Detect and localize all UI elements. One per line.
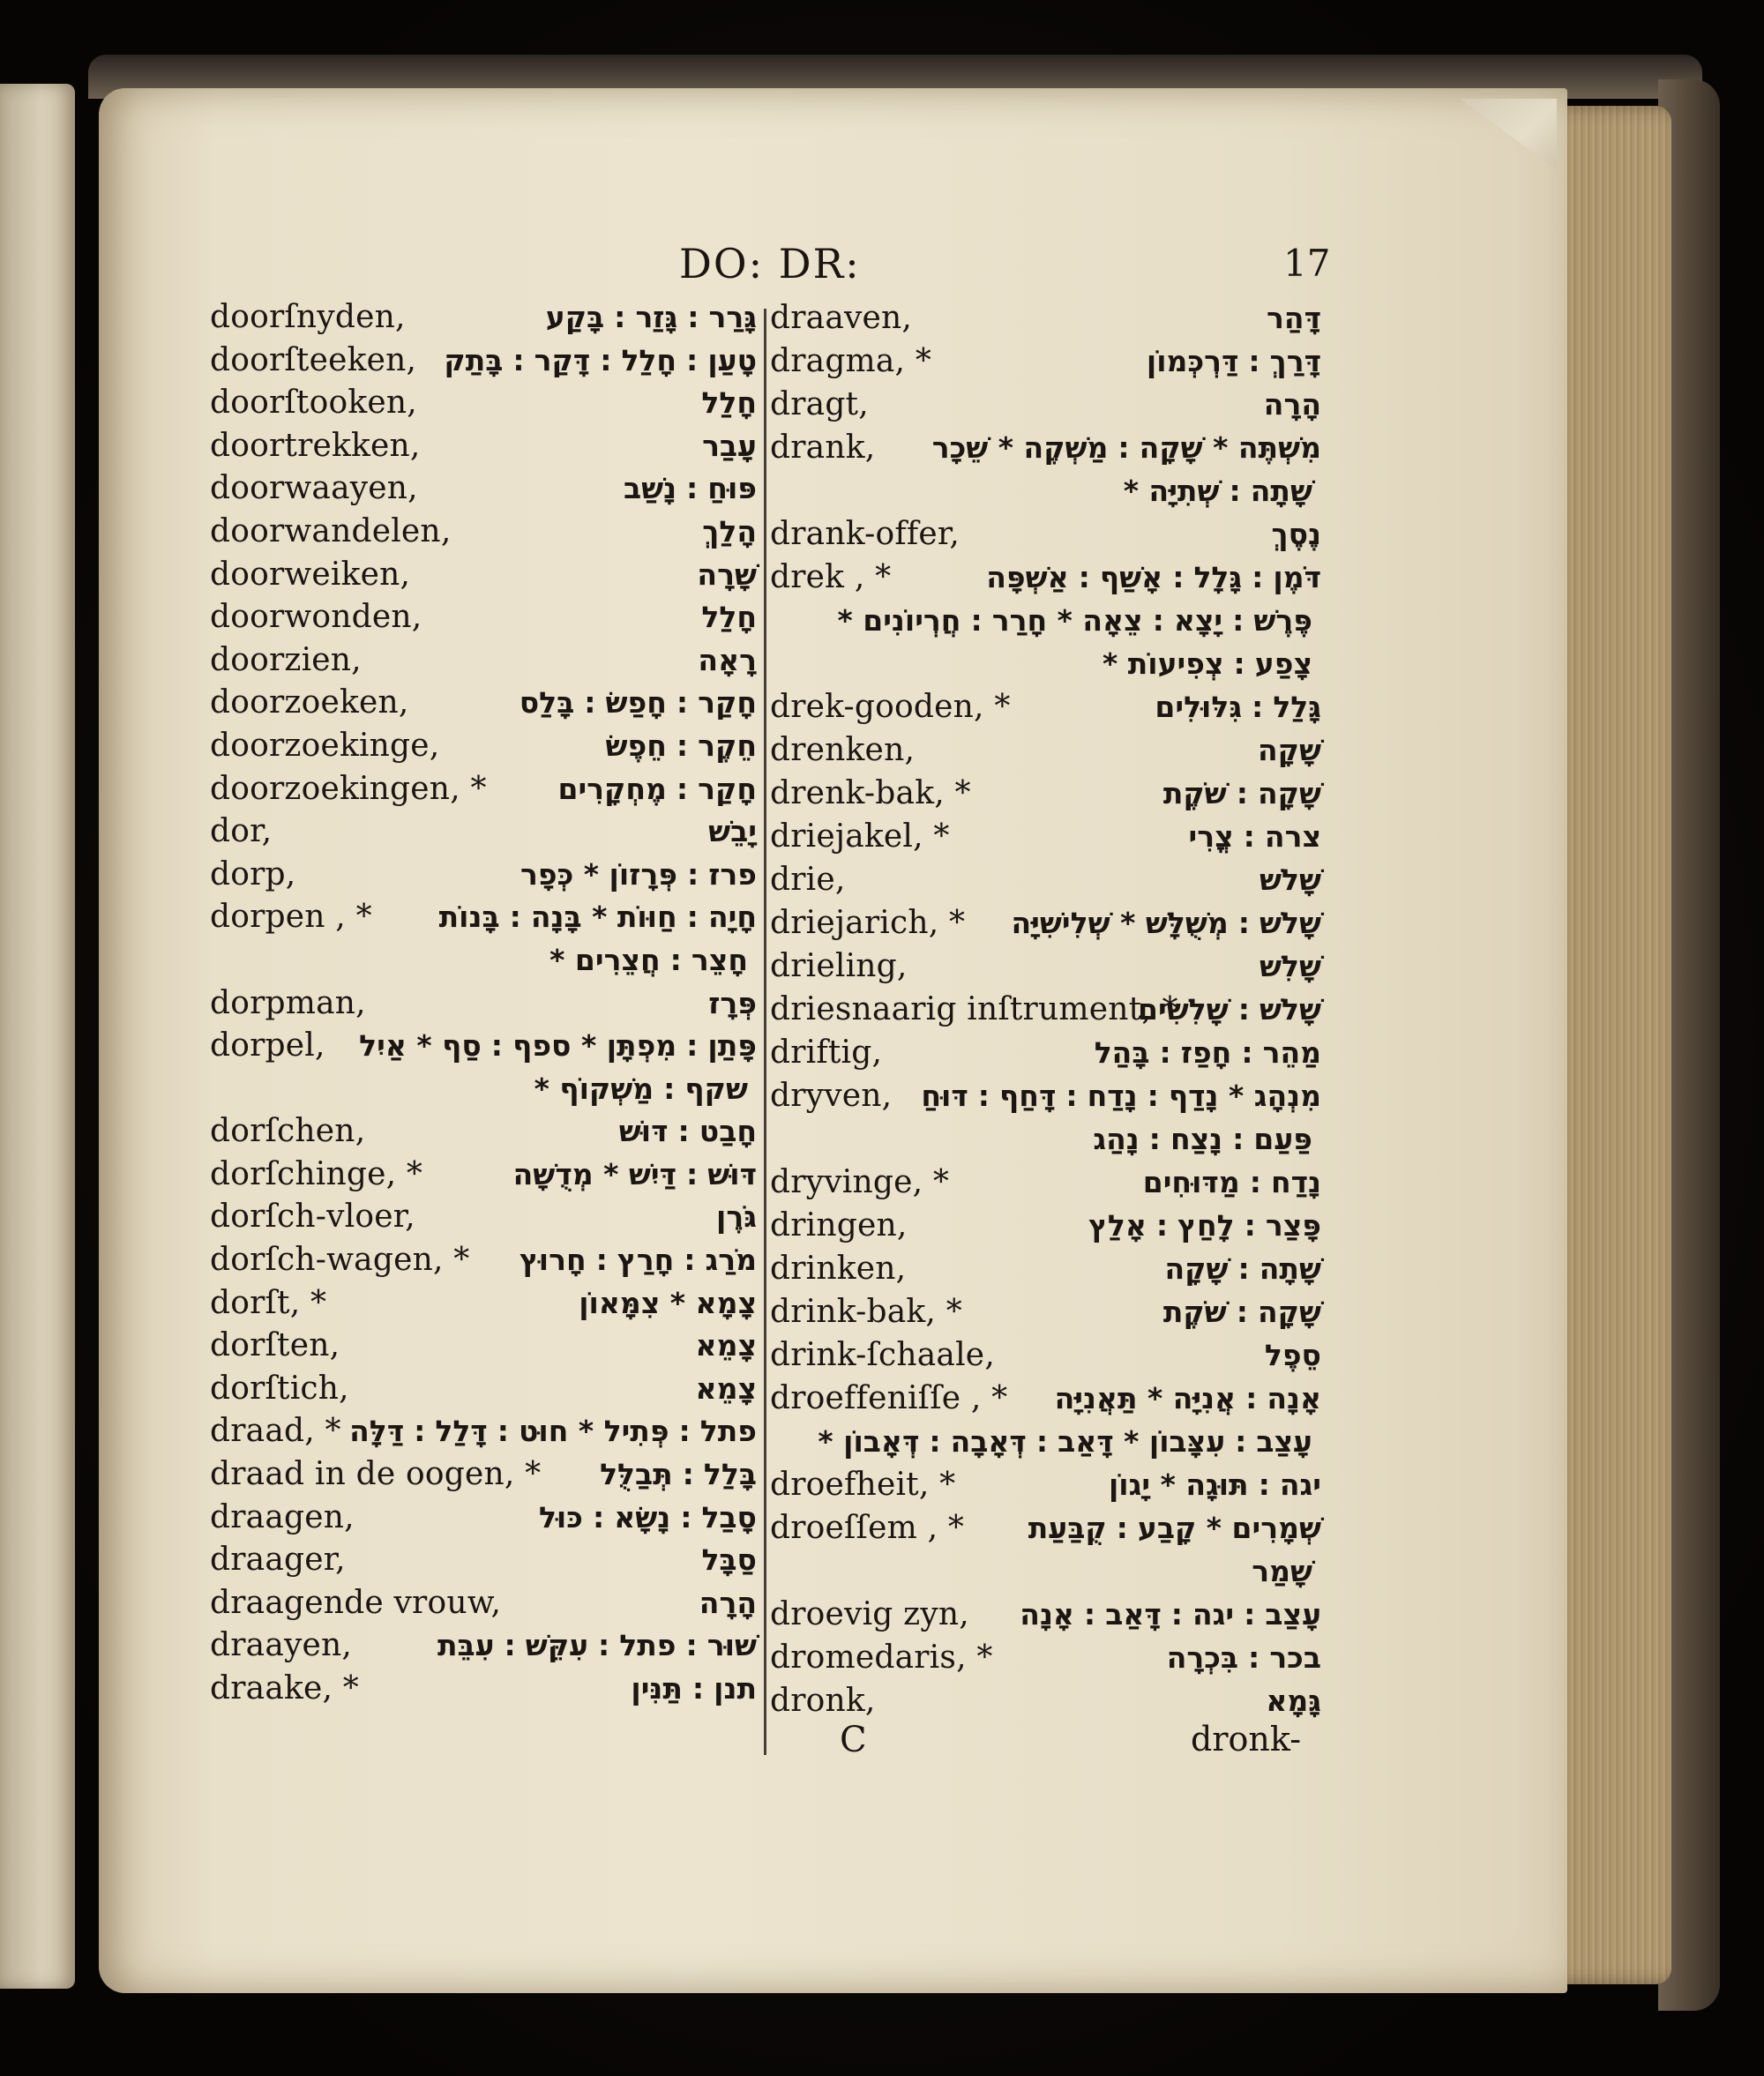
entry-hebrew: רָאָה — [698, 642, 757, 677]
right-column — [770, 296, 1321, 1722]
entry-hebrew: שָׁקָה ׃ שֹׁקֶת — [1162, 1295, 1321, 1329]
dictionary-entry — [770, 383, 1321, 426]
dictionary-entry — [210, 1239, 757, 1282]
entry-hebrew: עָצַב ׃ עִצָּבוֹן * דָּאַב ׃ דְּאָבָה ׃ דְּאָבוֹן * — [818, 1424, 1312, 1459]
entry-headword: doorzoeken, — [210, 684, 409, 721]
entry-headword: draaven, — [770, 300, 913, 336]
entry-headword: drank-offer, — [770, 516, 960, 552]
entry-headword: drink-ſchaale, — [770, 1337, 995, 1373]
dictionary-entry — [770, 1333, 1321, 1377]
dictionary-entry — [210, 982, 757, 1026]
entry-headword: drek , * — [770, 559, 892, 595]
entry-hebrew: שָׁקָה — [1258, 733, 1321, 767]
entry-hebrew: הָרָה — [699, 1585, 757, 1620]
entry-headword: dorpman, — [210, 984, 366, 1021]
dictionary-entry — [210, 296, 757, 340]
dictionary-entry — [210, 1410, 757, 1453]
dictionary-entry — [210, 1282, 757, 1326]
entry-headword: dorſchinge, * — [210, 1155, 423, 1192]
entry-hebrew: נָדַח ׃ מַדּוּחִים — [1142, 1165, 1321, 1199]
dictionary-entry — [770, 1506, 1321, 1550]
dictionary-entry — [210, 467, 757, 511]
entry-hebrew: שׁוּר ׃ פתל ׃ עִקֵּשׁ ׃ עִבֵּת — [437, 1628, 757, 1663]
entry-headword: dorſch-vloer, — [210, 1199, 415, 1236]
entry-hebrew: חָיָה ׃ חַוּוֹת * בָּנָה ׃ בָּנוֹת — [438, 900, 757, 935]
entry-hebrew: אָנָה ׃ אֲנִיָּה * תַּאֲנִיָּה — [1054, 1381, 1321, 1415]
entry-hebrew: הָלַךְ — [702, 513, 757, 549]
dictionary-entry — [770, 1593, 1321, 1636]
dictionary-entry — [770, 599, 1321, 642]
dictionary-entry — [210, 939, 757, 982]
column-divider — [764, 309, 766, 1755]
dictionary-entry — [770, 556, 1321, 599]
dictionary-entry — [770, 1636, 1321, 1679]
entry-hebrew: נֶסֶךְ — [1271, 517, 1321, 551]
dictionary-entry — [770, 1679, 1321, 1722]
entry-headword: driejarich, * — [770, 905, 966, 941]
entry-headword: draad in de oogen, * — [210, 1456, 542, 1493]
entry-headword: draagende vrouw, — [210, 1584, 502, 1621]
dictionary-entry — [210, 340, 757, 383]
entry-hebrew: יגה ׃ תּוּגָה * יָגוֹן — [1108, 1467, 1321, 1502]
entry-hebrew: צָמָא * צִמָּאוֹן — [579, 1285, 757, 1320]
entry-hebrew: צרה ׃ צֳרִי — [1188, 819, 1321, 854]
dictionary-entry — [770, 296, 1321, 340]
entry-headword: dor, — [210, 813, 273, 850]
signature-mark: C — [840, 1720, 867, 1760]
entry-headword: doorweiken, — [210, 556, 411, 593]
dictionary-entry — [770, 815, 1321, 858]
header-title: DO: DR: — [679, 240, 861, 288]
entry-headword: draayen, — [210, 1627, 353, 1664]
entry-headword: dragma, * — [770, 343, 932, 379]
entry-hebrew: שָׁתָה ׃ שְׁתִיָּה * — [1123, 474, 1312, 508]
entry-headword: dorp, — [210, 855, 296, 892]
entry-headword: dromedaris, * — [770, 1639, 993, 1676]
entry-headword: doortrekken, — [210, 427, 421, 464]
dictionary-entry — [770, 469, 1321, 512]
entry-headword: dronk, — [770, 1683, 876, 1719]
entry-hebrew: שָׁלֹשׁ ׃ שָׁלִשִׁים — [1138, 992, 1321, 1027]
entry-hebrew: בכר ׃ בִּכְרָה — [1166, 1640, 1321, 1675]
entry-hebrew: חֵקֶר ׃ חֵפֶשׂ — [605, 728, 757, 763]
entry-headword: doorzoekinge, — [210, 727, 440, 764]
dictionary-entry — [770, 1117, 1321, 1161]
entry-hebrew: שָׁלִשׁ — [1259, 949, 1321, 983]
dictionary-entry — [770, 1290, 1321, 1333]
dictionary-entry — [210, 1068, 757, 1111]
dictionary-entry — [770, 901, 1321, 945]
entry-hebrew: שָׁלֹשׁ ׃ מְשֻׁלָּשׁ * שְׁלִישִׁיָּה — [1011, 906, 1321, 940]
entry-headword: draagen, — [210, 1498, 355, 1535]
entry-hebrew: מִשְׁתֶּה * שָׁקָה ׃ מַשְׁקֶה * שֵׁכָר — [931, 430, 1321, 465]
entry-hebrew: פּוּחַ ׃ נָשַׁב — [623, 471, 757, 506]
entry-hebrew: דָּהַר — [1267, 301, 1321, 335]
entry-headword: doorſtooken, — [210, 385, 417, 422]
dictionary-entry — [770, 1031, 1321, 1074]
entry-headword: doorwonden, — [210, 599, 422, 636]
entry-hebrew: טָעַן ׃ חָלַל ׃ דָּקַר ׃ בָּתַק — [444, 342, 757, 377]
dictionary-entry — [770, 1074, 1321, 1117]
entry-headword: droeffeniſſe , * — [770, 1380, 1008, 1416]
dictionary-entry — [210, 1624, 757, 1668]
entry-hebrew: שָׁלֹשׁ — [1259, 863, 1321, 897]
entry-hebrew: דּוּשׁ ׃ דַּיִשׁ * מְדֻשָׁה — [512, 1156, 757, 1191]
entry-headword: dryven, — [770, 1078, 893, 1114]
entry-headword: draake, * — [210, 1670, 359, 1706]
dictionary-entry — [770, 1377, 1321, 1420]
entry-headword: drenk-bak, * — [770, 775, 971, 811]
entry-headword: doorwaayen, — [210, 470, 418, 507]
entry-hebrew: סָבַל ׃ נָשָׂא ׃ כּוּל — [538, 1499, 757, 1535]
entry-hebrew: דֹּמֶן ׃ גָּלָל ׃ אָשַׁף ׃ אַשְׁפָּה — [986, 560, 1321, 594]
entry-hebrew: שקף ׃ מַשְׁקוֹף * — [534, 1071, 748, 1106]
entry-headword: dorpel, — [210, 1027, 325, 1064]
entry-headword: doorzien, — [210, 641, 362, 678]
entry-hebrew: פָּתַן ׃ מִפְתָּן * ספף ׃ סַף * אַיִל — [359, 1028, 757, 1064]
dictionary-entry — [210, 1368, 757, 1411]
dictionary-entry — [210, 639, 757, 683]
entry-headword: driejakel, * — [770, 818, 950, 855]
entry-headword: drenken, — [770, 732, 916, 768]
dictionary-entry — [210, 1025, 757, 1068]
entry-headword: doorſteeken, — [210, 341, 417, 378]
entry-hebrew: גָּרַר ׃ גָּזַר ׃ בָּקַע — [545, 300, 757, 334]
entry-hebrew: שָׁמַר — [1252, 1554, 1312, 1588]
dictionary-entry — [770, 945, 1321, 988]
entry-headword: droevig zyn, — [770, 1596, 969, 1632]
dictionary-entry — [770, 512, 1321, 556]
dictionary-entry — [770, 772, 1321, 815]
entry-hebrew: חָלַל — [701, 385, 757, 421]
entry-hebrew: שָׁתָה ׃ שָׁקָה — [1164, 1251, 1321, 1286]
dictionary-entry — [770, 1161, 1321, 1204]
entry-hebrew: שָׁקָה ׃ שֹׁקֶת — [1162, 776, 1321, 810]
entry-hebrew: הָרָה — [1263, 387, 1321, 422]
entry-hebrew: גָּלַל ׃ גִּלּוּלִים — [1155, 690, 1321, 724]
dictionary-entry — [210, 896, 757, 939]
entry-hebrew: חָצֵר ׃ חֲצֵרִים * — [549, 942, 748, 977]
dictionary-entry — [770, 1204, 1321, 1247]
dictionary-entry — [210, 1110, 757, 1154]
entry-hebrew: סֵפֶל — [1264, 1338, 1321, 1372]
dictionary-entry — [210, 1582, 757, 1625]
entry-headword: drinken, — [770, 1251, 907, 1287]
entry-headword: draager, — [210, 1542, 346, 1579]
entry-hebrew: פרז ׃ פְּרָזוֹן * כְּפָר — [520, 856, 757, 892]
dictionary-entry — [210, 725, 757, 768]
dictionary-entry — [210, 382, 757, 425]
entry-headword: dragt, — [770, 386, 869, 422]
entry-hebrew: בָּלַל ׃ תְּבַלֻּל — [600, 1457, 757, 1492]
entry-hebrew: שְׁמָרִים * קָבַע ׃ קֻבַּעַת — [1028, 1511, 1321, 1545]
dictionary-entry — [210, 1154, 757, 1197]
entry-hebrew: פַּעַם ׃ נָצַח ׃ נָהַג — [1093, 1122, 1312, 1156]
dictionary-entry — [210, 854, 757, 897]
dictionary-entry — [210, 1668, 757, 1711]
dictionary-entry — [210, 596, 757, 639]
entry-hebrew: דָּרַךְ ׃ דַּרְכְּמוֹן — [1146, 344, 1321, 378]
entry-hebrew: פֶּרֶשׁ ׃ יָצָא ׃ צֵאָה * חָרַר ׃ חֲרְיוֹנִים * — [837, 603, 1312, 638]
entry-headword: dorſt, * — [210, 1284, 327, 1321]
entry-headword: dringen, — [770, 1207, 908, 1243]
entry-headword: drieling, — [770, 948, 908, 984]
dictionary-entry — [210, 1497, 757, 1540]
dictionary-entry — [210, 1196, 757, 1239]
entry-headword: dorſch-wagen, * — [210, 1242, 470, 1279]
running-header — [0, 240, 1764, 293]
entry-headword: driesnaarig inſtrument, * — [770, 991, 1178, 1027]
entry-hebrew: יָבֵשׁ — [708, 814, 757, 849]
entry-hebrew: מַהֵר ׃ חָפַז ׃ בָּהַל — [1094, 1035, 1321, 1070]
entry-headword: droeſſem , * — [770, 1510, 965, 1546]
entry-headword: draad, * — [210, 1413, 341, 1450]
entry-hebrew: עָצַב ׃ יגה ׃ דָּאַב ׃ אָנָה — [1020, 1597, 1321, 1632]
entry-headword: dorpen , * — [210, 899, 372, 936]
dictionary-entry — [770, 642, 1321, 685]
dictionary-entry — [210, 682, 757, 725]
entry-headword: drink-bak, * — [770, 1294, 962, 1330]
dictionary-entry — [210, 810, 757, 854]
dictionary-entry — [210, 1453, 757, 1497]
previous-page-edge — [0, 84, 75, 1989]
entry-hebrew: חָבַט ׃ דּוּשׁ — [618, 1114, 757, 1149]
catchword: dronk- — [1191, 1720, 1302, 1759]
dictionary-entry — [210, 1539, 757, 1582]
dictionary-entry — [210, 554, 757, 597]
entry-hebrew: גָּמָא — [1266, 1684, 1321, 1718]
entry-headword: dryvinge, * — [770, 1164, 950, 1200]
dictionary-entry — [770, 685, 1321, 728]
entry-hebrew: חָלַל — [701, 600, 757, 635]
dictionary-entry — [770, 1420, 1321, 1463]
entry-hebrew: חָקַר ׃ חָפַשׂ ׃ בָּלַס — [519, 685, 757, 721]
dictionary-entry — [770, 1550, 1321, 1593]
entry-headword: doorſnyden, — [210, 299, 406, 335]
entry-hebrew: תנן ׃ תַּנִּין — [631, 1671, 757, 1706]
dictionary-entry — [770, 1463, 1321, 1506]
dictionary-entry — [210, 425, 757, 468]
entry-headword: doorzoekingen, * — [210, 770, 487, 807]
entry-headword: dorſten, — [210, 1327, 340, 1364]
entry-hebrew: שָׁרָה — [697, 556, 757, 592]
entry-hebrew: צָמֵא — [695, 1328, 757, 1363]
entry-hebrew: פְּרָז — [708, 985, 757, 1020]
entry-hebrew: פָּצַר ׃ לָחַץ ׃ אָלַץ — [1088, 1208, 1321, 1243]
entry-headword: drek-gooden, * — [770, 689, 1011, 725]
entry-headword: doorwandelen, — [210, 512, 452, 549]
entry-headword: dorſchen, — [210, 1113, 366, 1150]
entry-headword: dorſtich, — [210, 1370, 349, 1407]
dictionary-entry — [770, 858, 1321, 901]
dictionary-entry — [770, 426, 1321, 469]
left-column — [210, 296, 757, 1711]
dictionary-entry — [210, 1325, 757, 1368]
dictionary-entry — [770, 728, 1321, 772]
entry-headword: driftig, — [770, 1034, 883, 1071]
dictionary-entry — [210, 511, 757, 554]
dictionary-entry — [770, 988, 1321, 1031]
entry-hebrew: עָבַר — [702, 428, 757, 463]
entry-hebrew: צָמֵא — [695, 1370, 757, 1406]
entry-headword: droefheit, * — [770, 1467, 956, 1503]
entry-hebrew: סַבָּל — [701, 1542, 757, 1578]
entry-hebrew: גֹּרֶן — [716, 1199, 757, 1235]
entry-hebrew: מִנְהָג * נָדַף ׃ נָדַח ׃ דָּחַף ׃ דּוּחַ — [921, 1079, 1321, 1113]
page-number: 17 — [1283, 242, 1331, 285]
entry-hebrew: צָפַע ׃ צְפִיעוֹת * — [1102, 646, 1312, 681]
dictionary-entry — [770, 340, 1321, 383]
dictionary-entry — [770, 1247, 1321, 1290]
entry-headword: drie, — [770, 862, 846, 898]
dictionary-entry — [210, 768, 757, 811]
entry-hebrew: חָקַר ׃ מֶחְקָרִים — [557, 771, 757, 806]
entry-headword: drank, — [770, 429, 876, 466]
entry-hebrew: מֹרַג ׃ חָרַץ ׃ חָרוּץ — [519, 1243, 757, 1278]
entry-hebrew: פתל ׃ פְּתִיל * חוּט ׃ דָּלַל ׃ דַּלָּה — [349, 1414, 757, 1449]
